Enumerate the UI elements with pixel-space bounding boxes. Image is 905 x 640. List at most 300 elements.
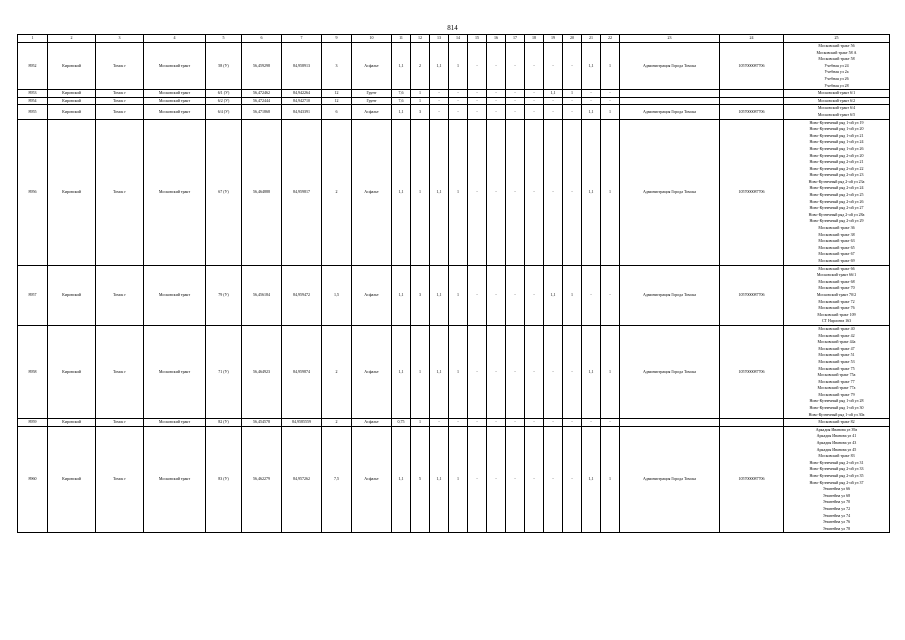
table-cell: Московский тракт [144, 105, 206, 119]
table-cell: 7,6 [392, 97, 411, 105]
table-cell: 84,957262 [282, 426, 322, 533]
column-header: 15 [468, 35, 487, 43]
table-row [18, 105, 890, 119]
table-cell: 82 (У) [206, 419, 242, 427]
table-cell: - [487, 90, 506, 98]
address-item: Московский тракт 47 [818, 345, 855, 351]
table-cell: 1 [601, 325, 620, 418]
address-item: Ново-Кузнечный ряд 1-ой ул 26 [809, 145, 864, 151]
address-item: Ново-Кузнечный ряд 2-ой ул 22 [809, 165, 864, 171]
page-number: 814 [447, 24, 458, 32]
table-cell: 1,5 [322, 265, 352, 325]
table-cell: - [468, 419, 487, 427]
table-cell: 1 [411, 90, 430, 98]
table-cell: 8960 [18, 426, 48, 533]
table-cell: 56,471868 [242, 105, 282, 119]
table-cell: Администрация Города Томска [620, 325, 720, 418]
table-cell: 84,958913 [282, 43, 322, 90]
table-cell: Кировский [48, 43, 96, 90]
table-cell: - [582, 419, 601, 427]
table-cell: 56,472444 [242, 97, 282, 105]
table-cell: Московский тракт [144, 119, 206, 265]
table-cell: 3 [411, 105, 430, 119]
table-row [18, 97, 890, 105]
address-item: Энштейна ул 72 [822, 505, 851, 511]
address-item: Учебная ул 24 [824, 62, 849, 68]
table-cell: - [487, 265, 506, 325]
address-item: Московский тракт 6/2 [817, 97, 856, 103]
address-item: Ново-Кузнечный ряд 2-ой ул 28а [808, 211, 865, 217]
address-item: Ново-Кузнечный ряд 2-ой ул 20 [809, 152, 864, 158]
table-cell [620, 419, 720, 427]
table-cell: - [506, 43, 525, 90]
address-item: СТ Нарсинга 163 [821, 318, 852, 324]
table-row [18, 325, 890, 418]
address-item: Учебная ул 2а [824, 69, 849, 75]
address-item: Ново-Кузнечный ряд 2-ой ул 37 [809, 479, 864, 485]
table-cell: 84,959817 [282, 119, 322, 265]
address-item: Московский тракт 66/1 [816, 272, 857, 278]
table-row [18, 43, 890, 90]
table-cell: 67 (У) [206, 119, 242, 265]
address-item: Московский тракт 67 [818, 251, 855, 257]
table-cell: - [487, 119, 506, 265]
table-cell: Московский тракт [144, 426, 206, 533]
table-cell: 0,75 [392, 419, 411, 427]
table-cell: - [449, 97, 468, 105]
table-cell: Грунт [352, 97, 392, 105]
table-cell: 1,1 [392, 105, 411, 119]
table-cell: 1 [449, 265, 468, 325]
address-item: Московский тракт 69 [818, 258, 855, 263]
table-cell: 84,942264 [282, 90, 322, 98]
table-cell: Кировский [48, 426, 96, 533]
table-cell: Московский тракт [144, 43, 206, 90]
address-item: Московский тракт 77а [817, 385, 856, 391]
table-cell: 1,1 [582, 43, 601, 90]
address-item: Ново-Кузнечный ряд 2-ой ул 23 [809, 172, 864, 178]
table-cell: - [563, 97, 582, 105]
address-item: Энштейна ул 76 [822, 519, 851, 525]
table-cell: 1057000087706 [720, 426, 784, 533]
table-cell: - [544, 105, 563, 119]
table-cell: - [487, 426, 506, 533]
table-cell: 12 [322, 90, 352, 98]
table-cell: Асфальт [352, 105, 392, 119]
table-cell: 84,9585559 [282, 419, 322, 427]
table-cell [720, 97, 784, 105]
table-cell: 8958 [18, 325, 48, 418]
address-item: Ново-Кузнечный ряд 2-ой ул 21 [809, 159, 864, 165]
table-cell: - [449, 90, 468, 98]
table-cell: 1 [601, 426, 620, 533]
address-item: Московский тракт 56 [818, 43, 855, 48]
address-list-cell [784, 105, 890, 119]
table-cell: - [506, 426, 525, 533]
table-cell: - [487, 325, 506, 418]
table-cell: 2 [322, 419, 352, 427]
table-cell: Московский тракт [144, 90, 206, 98]
address-list-cell [784, 97, 890, 105]
address-item: Ново-Кузнечный ряд 1-ой ул 24 [809, 139, 864, 145]
address-item: Учебная ул 28 [824, 82, 849, 88]
table-cell: 58 (У) [206, 43, 242, 90]
table-cell: - [525, 265, 544, 325]
table-cell: - [544, 325, 563, 418]
table-cell: - [544, 97, 563, 105]
table-cell: - [525, 426, 544, 533]
address-item: Ново-Кузнечный ряд 1-ой ул 20 [809, 126, 864, 132]
table-cell: - [601, 419, 620, 427]
table-cell: 6 [322, 105, 352, 119]
table-cell: 1 [563, 265, 582, 325]
column-header: 25 [784, 35, 890, 43]
table-row [18, 90, 890, 98]
table-cell: 1057000087706 [720, 265, 784, 325]
table-cell: Кировский [48, 90, 96, 98]
table-cell: - [563, 43, 582, 90]
table-cell: Томск г [96, 325, 144, 418]
address-item: Энштейна ул 78 [822, 525, 851, 531]
table-cell: 8956 [18, 119, 48, 265]
table-cell: 71 (У) [206, 325, 242, 418]
address-item: Московский тракт 83 [818, 453, 855, 459]
table-cell: 1057000087706 [720, 105, 784, 119]
table-cell: 56,459298 [242, 43, 282, 90]
table-cell: Кировский [48, 265, 96, 325]
table-cell: Кировский [48, 325, 96, 418]
table-cell: - [563, 325, 582, 418]
table-cell: 84,943391 [282, 105, 322, 119]
table-cell: Томск г [96, 105, 144, 119]
address-item: Московский тракт 6/5 [817, 111, 856, 117]
table-cell: - [601, 97, 620, 105]
table-cell: 6/4 (У) [206, 105, 242, 119]
table-cell: Московский тракт [144, 419, 206, 427]
column-header: 9 [322, 35, 352, 43]
table-cell: - [468, 265, 487, 325]
table-cell: - [430, 105, 449, 119]
column-header: 19 [544, 35, 563, 43]
address-item: Ново-Кузнечный ряд 2-ой ул 24 [809, 185, 864, 191]
table-cell: 1 [449, 43, 468, 90]
table-cell: 7,6 [392, 90, 411, 98]
column-header: 20 [563, 35, 582, 43]
table-cell [620, 97, 720, 105]
table-cell: - [525, 97, 544, 105]
table-cell: 1057000087706 [720, 119, 784, 265]
address-item: Ново-Кузнечный ряд 2-ой ул 27 [809, 205, 864, 211]
address-list-cell [784, 265, 890, 325]
address-item: Московский тракт 6/4 [817, 105, 856, 111]
table-cell: 2 [322, 119, 352, 265]
address-item: Московский тракт 109 [817, 311, 856, 317]
table-cell: - [487, 419, 506, 427]
table-cell: - [430, 97, 449, 105]
table-cell: 1 [449, 325, 468, 418]
table-cell: 8952 [18, 43, 48, 90]
address-item: Московский тракт 76 [818, 305, 855, 311]
column-header: 24 [720, 35, 784, 43]
table-cell: 79 (У) [206, 265, 242, 325]
table-cell: Томск г [96, 119, 144, 265]
address-item: Московский тракт 44а [817, 339, 856, 345]
table-cell: Асфальт [352, 325, 392, 418]
table-cell: 8959 [18, 419, 48, 427]
table-cell: 56,456184 [242, 265, 282, 325]
table-cell: 1,1 [582, 105, 601, 119]
table-cell: Томск г [96, 419, 144, 427]
address-item: Московский тракт 66 [818, 265, 855, 271]
table-cell: 8955 [18, 105, 48, 119]
table-cell: 1,1 [430, 426, 449, 533]
address-item: Московский тракт 63 [818, 238, 855, 244]
column-header: 5 [206, 35, 242, 43]
address-item: Учебная ул 26 [824, 75, 849, 81]
table-cell: Асфальт [352, 265, 392, 325]
column-header: 7 [282, 35, 322, 43]
table-cell: Томск г [96, 426, 144, 533]
column-header: 6 [242, 35, 282, 43]
address-item: Московский тракт 82 [818, 419, 855, 425]
table-cell: Кировский [48, 105, 96, 119]
table-cell: Московский тракт [144, 325, 206, 418]
table-cell: 3 [411, 265, 430, 325]
address-item: Ново-Кузнечный ряд 2-ой ул 35 [809, 473, 864, 478]
table-cell: 1,1 [392, 119, 411, 265]
table-cell: 12 [322, 97, 352, 105]
table-cell: 84,959472 [282, 265, 322, 325]
column-header: 16 [487, 35, 506, 43]
table-cell: - [430, 419, 449, 427]
table-cell: Администрация Города Томска [620, 105, 720, 119]
table-cell: Московский тракт [144, 265, 206, 325]
table-cell: - [468, 426, 487, 533]
table-cell: 56,472462 [242, 90, 282, 98]
table-cell: - [525, 325, 544, 418]
table-row [18, 426, 890, 533]
table-cell: - [544, 119, 563, 265]
table-cell: 56,462279 [242, 426, 282, 533]
address-item: Ново-Кузнечный ряд 2-ой ул 33 [809, 466, 864, 472]
table-cell: Грунт [352, 90, 392, 98]
table-cell: Кировский [48, 419, 96, 427]
address-item: Московский тракт 75 [818, 365, 855, 371]
column-header: 2 [48, 35, 96, 43]
table-cell: 56,464923 [242, 325, 282, 418]
table-cell: - [468, 325, 487, 418]
table-cell: 1057000087706 [720, 325, 784, 418]
table-cell: - [525, 105, 544, 119]
table-cell: - [506, 90, 525, 98]
table-cell: - [449, 105, 468, 119]
table-row [18, 119, 890, 265]
table-cell: 1,1 [392, 325, 411, 418]
address-item: Ново-Кузнечный ряд 1-ой ул 30 [809, 405, 864, 411]
table-cell: 1 [449, 426, 468, 533]
table-cell: 1 [449, 119, 468, 265]
address-item: Ново-Кузнечный ряд 1-ой ул 28 [809, 398, 864, 404]
table-cell: - [506, 419, 525, 427]
table-cell: - [525, 90, 544, 98]
address-item: Энштейна ул 70 [822, 499, 851, 505]
table-cell: - [506, 105, 525, 119]
table-cell: - [430, 90, 449, 98]
table-cell: - [544, 43, 563, 90]
table-cell: 2 [411, 43, 430, 90]
table-cell: 1,1 [430, 43, 449, 90]
table-cell: - [525, 119, 544, 265]
table-cell: 7,5 [322, 426, 352, 533]
address-item: Ново-Кузнечный ряд 1-ой ул 19 [809, 119, 864, 125]
address-item: Московский тракт 53 [818, 358, 855, 364]
table-cell: 1,1 [430, 119, 449, 265]
table-cell: 84,959874 [282, 325, 322, 418]
address-item: Московский тракт 42 [818, 332, 855, 338]
address-list-cell [784, 426, 890, 533]
table-cell: 84,942710 [282, 97, 322, 105]
table-cell: - [468, 43, 487, 90]
table-cell: - [468, 119, 487, 265]
header-row [18, 35, 890, 43]
address-item: Московский тракт 77 [818, 378, 855, 384]
table-cell: Кировский [48, 97, 96, 105]
address-list-cell [784, 90, 890, 98]
column-header: 23 [620, 35, 720, 43]
table-cell: Администрация Города Томска [620, 426, 720, 533]
table-cell: Московский тракт [144, 97, 206, 105]
table-cell: - [601, 265, 620, 325]
address-list-cell [784, 119, 890, 265]
table-cell: 8953 [18, 90, 48, 98]
address-item: Московский тракт 51 [818, 352, 855, 358]
table-cell: 1,1 [430, 325, 449, 418]
table-cell: - [563, 426, 582, 533]
table-cell: - [582, 90, 601, 98]
address-item: Энштейна ул 74 [822, 512, 851, 518]
table-cell: 1,1 [582, 325, 601, 418]
table-cell: Томск г [96, 97, 144, 105]
table-cell: 5 [411, 426, 430, 533]
table-cell: 1057000087706 [720, 43, 784, 90]
address-item: Московский тракт 79 [818, 391, 855, 397]
column-header: 17 [506, 35, 525, 43]
table-cell: Кировский [48, 119, 96, 265]
address-item: Московский тракт 65 [818, 244, 855, 250]
address-item: Московский тракт 70 [818, 285, 855, 291]
table-cell: - [468, 90, 487, 98]
address-item: Аркадия Иванова ул 45 [816, 446, 857, 452]
table-cell: - [544, 419, 563, 427]
column-header: 12 [411, 35, 430, 43]
address-item: Московский тракт 70/2 [816, 291, 857, 297]
table-cell: 1 [601, 119, 620, 265]
table-cell: 3 [322, 43, 352, 90]
column-header: 11 [392, 35, 411, 43]
table-cell: - [487, 105, 506, 119]
table-cell: 2 [322, 325, 352, 418]
table-cell: - [601, 90, 620, 98]
address-item: Московский тракт 6/1 [817, 90, 856, 96]
table-cell: 1 [563, 90, 582, 98]
table-cell: - [544, 426, 563, 533]
column-header: 1 [18, 35, 48, 43]
table-cell: - [506, 325, 525, 418]
column-header: 13 [430, 35, 449, 43]
column-header: 3 [96, 35, 144, 43]
address-list-cell [784, 325, 890, 418]
column-header: 10 [352, 35, 392, 43]
address-item: Московский тракт 40 [818, 325, 855, 331]
address-item: Московский тракт 72 [818, 298, 855, 304]
table-cell: 6/2 (У) [206, 97, 242, 105]
address-item: Ново-Кузнечный ряд 2-ой ул 31 [809, 459, 864, 465]
table-row [18, 419, 890, 427]
table-cell: 83 (У) [206, 426, 242, 533]
table-cell [720, 90, 784, 98]
address-item: Московский тракт 68 [818, 278, 855, 284]
table-cell: 1,1 [392, 265, 411, 325]
table-cell: Асфальт [352, 419, 392, 427]
address-item: Ново-Кузнечный ряд 1-ой ул 30а [808, 411, 865, 417]
table-cell: 56,464888 [242, 119, 282, 265]
address-item: Московский тракт 36 [818, 225, 855, 231]
table-cell [620, 90, 720, 98]
address-item: Ново-Кузнечный ряд 2-ой ул 29 [809, 218, 864, 224]
address-item: Ново-Кузнечный ряд 2-ой ул 25 [809, 192, 864, 198]
table-cell: - [487, 43, 506, 90]
table-cell: - [563, 119, 582, 265]
column-header: 14 [449, 35, 468, 43]
column-header: 4 [144, 35, 206, 43]
address-item: Московский тракт 58 А [816, 49, 857, 55]
table-cell: - [563, 105, 582, 119]
table-cell: Асфальт [352, 426, 392, 533]
table-cell: 1,1 [582, 426, 601, 533]
table-cell: Администрация Города Томска [620, 265, 720, 325]
table-cell: - [582, 265, 601, 325]
table-cell: 1,1 [544, 265, 563, 325]
table-cell: 6/1 (У) [206, 90, 242, 98]
table-cell: 1 [601, 105, 620, 119]
address-item: Московский тракт 38 [818, 231, 855, 237]
address-item: Ново-Кузнечный ряд 2-ой ул 26 [809, 198, 864, 204]
table-cell: Администрация Города Томска [620, 119, 720, 265]
address-item: Аркадия Иванова ул 39а [815, 426, 858, 432]
address-item: Аркадия Иванова ул 43 [816, 440, 857, 446]
table-row [18, 265, 890, 325]
table-cell: - [525, 43, 544, 90]
table-cell: - [506, 265, 525, 325]
table-cell: - [563, 419, 582, 427]
address-list-cell [784, 43, 890, 90]
table-cell: Томск г [96, 90, 144, 98]
table-cell: - [582, 97, 601, 105]
address-item: Энштейна ул 68 [822, 492, 851, 498]
address-item: Московский тракт 75а [817, 372, 856, 378]
table-cell: 1,1 [582, 119, 601, 265]
address-item: Ново-Кузнечный ряд 2-ой ул 23а [808, 178, 865, 184]
table-cell: - [468, 105, 487, 119]
table-cell: - [525, 419, 544, 427]
address-item: Московский тракт 58 [818, 56, 855, 62]
table-cell: 1 [411, 325, 430, 418]
table-cell: 1 [411, 119, 430, 265]
table-cell: - [449, 419, 468, 427]
table-cell: 8957 [18, 265, 48, 325]
table-cell: - [506, 97, 525, 105]
table-cell: 1,1 [392, 43, 411, 90]
